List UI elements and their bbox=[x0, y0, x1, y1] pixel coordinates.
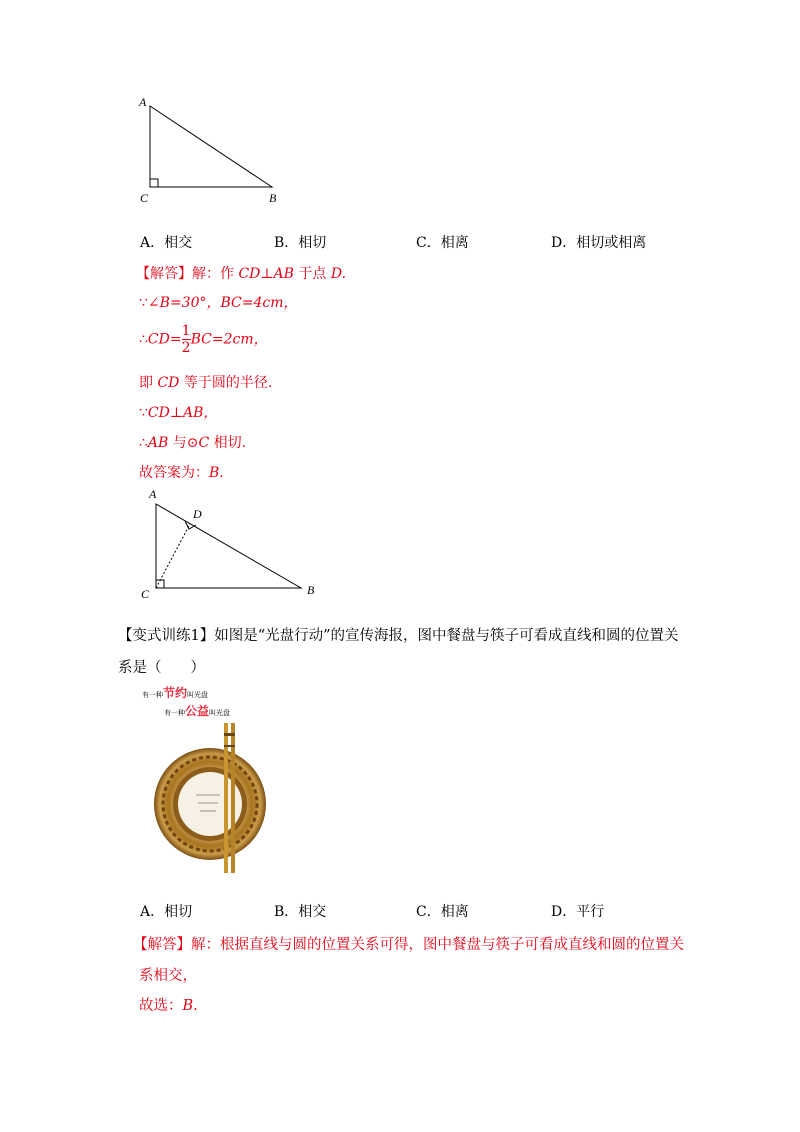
answer-line-4: 即 CD 等于圆的半径. bbox=[139, 375, 273, 391]
label-b-2: B bbox=[307, 583, 315, 597]
variant-answer-line-3: 故选：B. bbox=[139, 998, 198, 1014]
variant-option-c: C．相离 bbox=[416, 904, 469, 920]
triangle-figure-2 bbox=[138, 486, 328, 604]
label-a: A bbox=[139, 95, 147, 109]
variant-tag: 【变式训练1】 bbox=[118, 628, 215, 644]
variant-answer-tag: 【解答】 bbox=[133, 937, 191, 953]
variant-option-b: B．相交 bbox=[274, 904, 327, 920]
label-c: C bbox=[140, 191, 149, 205]
label-a-2: A bbox=[149, 487, 157, 501]
option-d: D．相切或相离 bbox=[551, 235, 647, 251]
option-b: B．相切 bbox=[274, 235, 327, 251]
variant-question-line-1: 【变式训练1】如图是“光盘行动”的宣传海报，图中餐盘与筷子可看成直线和圆的位置关 bbox=[118, 628, 679, 644]
variant-answer-line-2: 系相交， bbox=[139, 968, 197, 984]
answer-line-2: ∵∠B=30°，BC=4cm， bbox=[139, 295, 298, 311]
answer-line-7: 故答案为：B. bbox=[139, 465, 224, 481]
option-a: A．相交 bbox=[140, 235, 193, 251]
variant-question-line-2: 系是（ ） bbox=[118, 660, 205, 676]
guangpan-poster bbox=[140, 683, 278, 873]
triangle-figure-1 bbox=[134, 92, 294, 210]
label-d: D bbox=[193, 507, 202, 521]
answer-line-6: ∴AB 与⊙C 相切. bbox=[139, 435, 247, 451]
answer-line-5: ∵CD⊥AB， bbox=[139, 405, 218, 421]
answer-line-3: ∴CD= $\frac{1}{2}$ BC=2cm， bbox=[139, 323, 268, 356]
variant-option-d: D．平行 bbox=[551, 904, 605, 920]
label-c-2: C bbox=[141, 587, 150, 601]
answer-line-1: 【解答】解：作 CD⊥AB 于点 D. bbox=[136, 266, 347, 282]
answer-tag: 【解答】 bbox=[136, 266, 192, 282]
variant-answer-line-1: 【解答】解：根据直线与圆的位置关系可得，图中餐盘与筷子可看成直线和圆的位置关 bbox=[133, 937, 684, 953]
fraction-one-half: $\frac{1}{2}$ bbox=[181, 323, 191, 356]
option-c: C．相离 bbox=[416, 235, 469, 251]
variant-option-a: A．相切 bbox=[140, 904, 193, 920]
poster-line-1: 有一种节约叫光盘 bbox=[142, 686, 209, 700]
plate-and-chopsticks-image bbox=[140, 723, 278, 873]
poster-line-2: 有一种公益叫光盘 bbox=[164, 704, 231, 718]
label-b: B bbox=[269, 191, 277, 205]
